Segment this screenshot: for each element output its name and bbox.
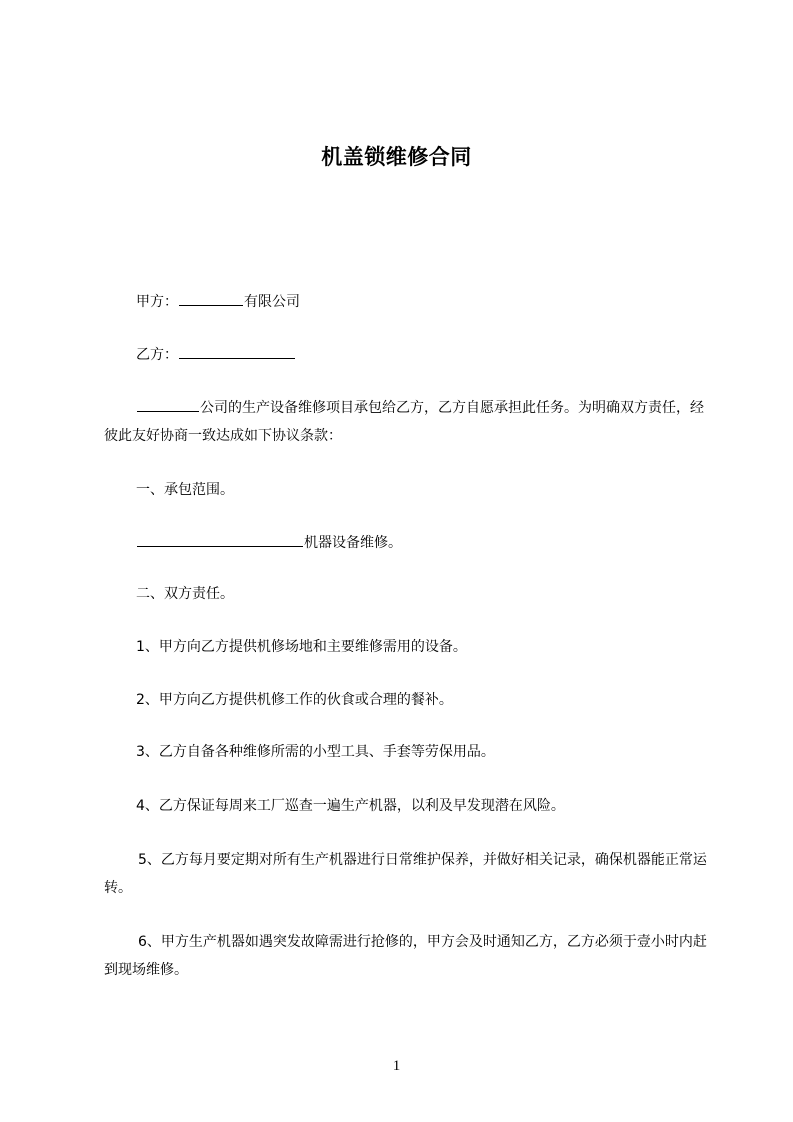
party-a-suffix: 有限公司 xyxy=(244,294,300,310)
party-a-blank xyxy=(179,291,243,306)
list-item: 1、甲方向乙方提供机修场地和主要维修需用的设备。 xyxy=(136,639,467,655)
list-item xyxy=(104,928,712,984)
list-item-text: 6、甲方生产机器如遇突发故障需进行抢修的，甲方会及时通知乙方，乙方必须于壹小时内赶到现场维修。 xyxy=(104,934,707,978)
party-b-blank xyxy=(179,344,295,359)
party-b-label: 乙方： xyxy=(136,347,178,363)
section-2-heading: 二、双方责任。 xyxy=(136,586,234,602)
intro-paragraph xyxy=(104,394,712,450)
scope-line xyxy=(136,532,742,553)
list-item-text: 5、乙方每月要定期对所有生产机器进行日常维护保养，并做好相关记录，确保机器能正常运转。 xyxy=(104,852,707,896)
scope-suffix: 机器设备维修。 xyxy=(304,535,402,551)
intro-company-blank xyxy=(137,397,199,412)
scope-blank xyxy=(137,532,303,547)
intro-text: 公司的生产设备维修项目承包给乙方，乙方自愿承担此任务。为明确双方责任，经彼此友好协商一致达成如下协议条款： xyxy=(104,400,704,444)
page-number: 1 xyxy=(392,1058,401,1074)
party-a-line xyxy=(136,291,742,312)
document-title: 机盖锁维修合同 xyxy=(321,145,472,169)
list-item: 3、乙方自备各种维修所需的小型工具、手套等劳保用品。 xyxy=(136,744,495,760)
party-b-line xyxy=(136,344,742,365)
list-item xyxy=(104,846,712,902)
list-item: 4、乙方保证每周来工厂巡查一遍生产机器，以利及早发现潜在风险。 xyxy=(136,798,565,814)
list-item: 2、甲方向乙方提供机修工作的伙食或合理的餐补。 xyxy=(136,692,453,708)
party-a-label: 甲方： xyxy=(136,294,178,310)
section-1-heading: 一、承包范围。 xyxy=(136,482,234,498)
